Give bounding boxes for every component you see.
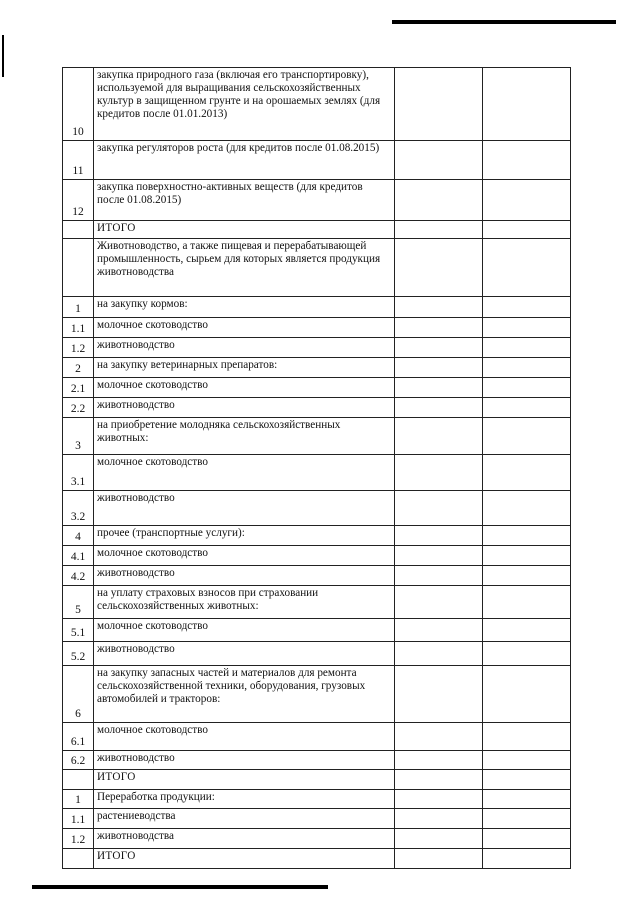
row-text: молочное скотоводство — [94, 378, 395, 398]
table-row — [63, 642, 571, 666]
table-row — [63, 418, 571, 455]
value-cell — [395, 723, 483, 751]
row-text: молочное скотоводство — [94, 619, 395, 642]
value-cell — [395, 546, 483, 566]
row-text: закупка регуляторов роста (для кредитов после 01.08.2015) — [94, 141, 395, 180]
table-row — [63, 297, 571, 318]
row-text: прочее (транспортные услуги): — [94, 526, 395, 546]
value-cell — [395, 751, 483, 770]
table-row — [63, 770, 571, 790]
value-cell — [395, 790, 483, 809]
table-row — [63, 666, 571, 723]
table-row — [63, 849, 571, 869]
row-text: закупка поверхностно-активных веществ (для кредитов после 01.08.2015) — [94, 180, 395, 221]
value-cell — [483, 378, 571, 398]
row-text: молочное скотоводство — [94, 546, 395, 566]
row-number: 1.1 — [63, 809, 94, 829]
value-cell — [483, 455, 571, 491]
value-cell — [395, 239, 483, 297]
table-row — [63, 586, 571, 619]
value-cell — [483, 398, 571, 418]
row-number: 2.2 — [63, 398, 94, 418]
scan-bar-top-right — [392, 20, 616, 24]
value-cell — [483, 180, 571, 221]
value-cell — [483, 770, 571, 790]
value-cell — [395, 68, 483, 141]
value-cell — [483, 809, 571, 829]
table-row — [63, 790, 571, 809]
table-row — [63, 829, 571, 849]
value-cell — [483, 566, 571, 586]
total-label: ИТОГО — [94, 221, 395, 239]
value-cell — [395, 141, 483, 180]
row-text: растениеводства — [94, 809, 395, 829]
row-text: закупка природного газа (включая его транспортировку), используемой для выращивания сельскохозяйственных культур в защищенном грунте и на орошаемых землях (для кредитов после 01.01.2013) — [94, 68, 395, 141]
table-row — [63, 455, 571, 491]
row-text: на закупку запасных частей и материалов для ремонта сельскохозяйственной техники, оборудования, грузовых автомобилей и тракторов: — [94, 666, 395, 723]
value-cell — [483, 619, 571, 642]
table-row — [63, 398, 571, 418]
row-text: животноводства — [94, 829, 395, 849]
table-row — [63, 809, 571, 829]
table-row — [63, 378, 571, 398]
value-cell — [395, 566, 483, 586]
table-row — [63, 546, 571, 566]
value-cell — [483, 586, 571, 619]
row-number: 3 — [63, 418, 94, 455]
value-cell — [395, 318, 483, 338]
value-cell — [483, 829, 571, 849]
value-cell — [395, 338, 483, 358]
value-cell — [483, 297, 571, 318]
table-row — [63, 526, 571, 546]
total-label: ИТОГО — [94, 849, 395, 869]
row-number: 1.1 — [63, 318, 94, 338]
row-text: животноводство — [94, 398, 395, 418]
table-row — [63, 566, 571, 586]
row-text: молочное скотоводство — [94, 318, 395, 338]
row-number: 2 — [63, 358, 94, 378]
table-row — [63, 619, 571, 642]
row-number: 3.2 — [63, 491, 94, 526]
value-cell — [395, 770, 483, 790]
value-cell — [395, 829, 483, 849]
table-row — [63, 751, 571, 770]
value-cell — [395, 666, 483, 723]
row-number: 4.2 — [63, 566, 94, 586]
value-cell — [395, 455, 483, 491]
section-heading: Животноводство, а также пищевая и перерабатывающей промышленность, сырьем для которых является продукция животноводства — [94, 239, 395, 297]
value-cell — [395, 358, 483, 378]
row-text: на закупку кормов: — [94, 297, 395, 318]
value-cell — [395, 221, 483, 239]
table-row — [63, 338, 571, 358]
value-cell — [483, 68, 571, 141]
table-row — [63, 68, 571, 141]
row-text: на уплату страховых взносов при страховании сельскохозяйственных животных: — [94, 586, 395, 619]
scan-bar-bottom-left — [32, 885, 328, 889]
value-cell — [483, 141, 571, 180]
row-number: 6 — [63, 666, 94, 723]
value-cell — [395, 180, 483, 221]
value-cell — [483, 526, 571, 546]
row-number — [63, 849, 94, 869]
row-text: животноводство — [94, 642, 395, 666]
row-number: 10 — [63, 68, 94, 141]
value-cell — [395, 642, 483, 666]
value-cell — [395, 526, 483, 546]
section-heading: Переработка продукции: — [94, 790, 395, 809]
value-cell — [483, 666, 571, 723]
value-cell — [483, 546, 571, 566]
row-number: 4 — [63, 526, 94, 546]
row-number — [63, 770, 94, 790]
table-row — [63, 141, 571, 180]
table-row — [63, 180, 571, 221]
row-number: 1 — [63, 297, 94, 318]
scan-bar-left-edge — [2, 35, 4, 77]
row-text: молочное скотоводство — [94, 455, 395, 491]
row-text: животноводство — [94, 566, 395, 586]
value-cell — [395, 418, 483, 455]
table-row — [63, 318, 571, 338]
row-text: на приобретение молодняка сельскохозяйственных животных: — [94, 418, 395, 455]
table-row — [63, 491, 571, 526]
row-number: 4.1 — [63, 546, 94, 566]
value-cell — [483, 338, 571, 358]
value-cell — [483, 723, 571, 751]
row-number: 3.1 — [63, 455, 94, 491]
row-number: 1.2 — [63, 338, 94, 358]
row-number: 1.2 — [63, 829, 94, 849]
row-number: 6.2 — [63, 751, 94, 770]
row-text: на закупку ветеринарных препаратов: — [94, 358, 395, 378]
table-row — [63, 239, 571, 297]
value-cell — [483, 849, 571, 869]
value-cell — [483, 642, 571, 666]
value-cell — [483, 239, 571, 297]
row-number: 6.1 — [63, 723, 94, 751]
table-row — [63, 358, 571, 378]
row-text: животноводство — [94, 338, 395, 358]
value-cell — [483, 358, 571, 378]
row-number: 11 — [63, 141, 94, 180]
value-cell — [395, 491, 483, 526]
document-table — [62, 67, 571, 869]
value-cell — [483, 318, 571, 338]
row-number: 12 — [63, 180, 94, 221]
total-label: ИТОГО — [94, 770, 395, 790]
value-cell — [483, 491, 571, 526]
row-text: животноводство — [94, 491, 395, 526]
value-cell — [395, 378, 483, 398]
row-number: 1 — [63, 790, 94, 809]
value-cell — [395, 586, 483, 619]
value-cell — [395, 297, 483, 318]
row-number: 5.2 — [63, 642, 94, 666]
value-cell — [483, 418, 571, 455]
table-row — [63, 221, 571, 239]
row-text: животноводство — [94, 751, 395, 770]
row-number: 2.1 — [63, 378, 94, 398]
value-cell — [395, 398, 483, 418]
row-number: 5.1 — [63, 619, 94, 642]
row-number — [63, 221, 94, 239]
value-cell — [395, 809, 483, 829]
row-text: молочное скотоводство — [94, 723, 395, 751]
row-number: 5 — [63, 586, 94, 619]
table-row — [63, 723, 571, 751]
value-cell — [483, 221, 571, 239]
row-number — [63, 239, 94, 297]
value-cell — [395, 849, 483, 869]
value-cell — [483, 790, 571, 809]
value-cell — [483, 751, 571, 770]
value-cell — [395, 619, 483, 642]
